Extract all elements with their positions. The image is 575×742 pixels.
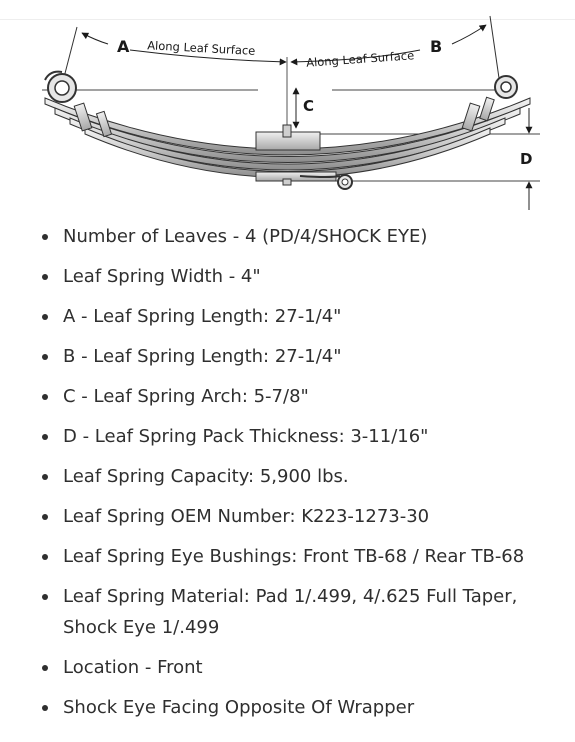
bullet [42,354,48,360]
spec-text: A - Leaf Spring Length: 27-1/4" [63,306,342,327]
spec-text: Leaf Spring Material: Pad 1/.499, 4/.625 Full Taper, Shock Eye 1/.499 [63,586,518,638]
bullet [42,274,48,280]
shock-eye [300,175,352,189]
spec-shock-eye [0,692,575,723]
bullet [42,394,48,400]
bullet [42,314,48,320]
bullet [42,554,48,560]
front-eye [45,72,76,102]
spec-text: Leaf Spring Capacity: 5,900 lbs. [63,466,349,487]
label-b: B [430,37,443,56]
spec-text: Leaf Spring OEM Number: K223-1273-30 [63,506,430,527]
bullet [42,594,48,600]
spec-number-of-leaves [0,221,575,252]
bullet [42,434,48,440]
spec-eye-bushings [0,541,575,572]
label-a: A [117,37,130,56]
spec-text: Location - Front [63,657,203,678]
label-c: C [303,97,315,115]
bullet [42,234,48,240]
spec-text: B - Leaf Spring Length: 27-1/4" [63,346,342,367]
label-along-left: Along Leaf Surface [146,38,256,58]
label-d: D [520,150,533,168]
bullet [42,665,48,671]
spec-oem-number [0,501,575,532]
bullet [42,474,48,480]
spec-thickness-d [0,421,575,452]
spec-location [0,652,575,683]
leaf-spring-diagram [0,0,575,220]
spec-text: C - Leaf Spring Arch: 5-7/8" [63,386,309,407]
label-along-right: Along Leaf Surface [305,48,415,70]
bullet [42,514,48,520]
spec-text: D - Leaf Spring Pack Thickness: 3-11/16" [63,426,429,447]
spec-length-a [0,301,575,332]
spec-list [0,221,575,732]
bullet [42,705,48,711]
spec-text: Shock Eye Facing Opposite Of Wrapper [63,697,415,718]
spec-width [0,261,575,292]
spec-text: Leaf Spring Width - 4" [63,266,261,287]
spec-arch-c [0,381,575,412]
spec-text: Leaf Spring Eye Bushings: Front TB-68 / Rear TB-68 [63,546,525,567]
spec-material [0,581,575,643]
spec-length-b [0,341,575,372]
spec-capacity [0,461,575,492]
rear-eye [495,76,517,98]
spec-text: Number of Leaves - 4 (PD/4/SHOCK EYE) [63,226,428,247]
